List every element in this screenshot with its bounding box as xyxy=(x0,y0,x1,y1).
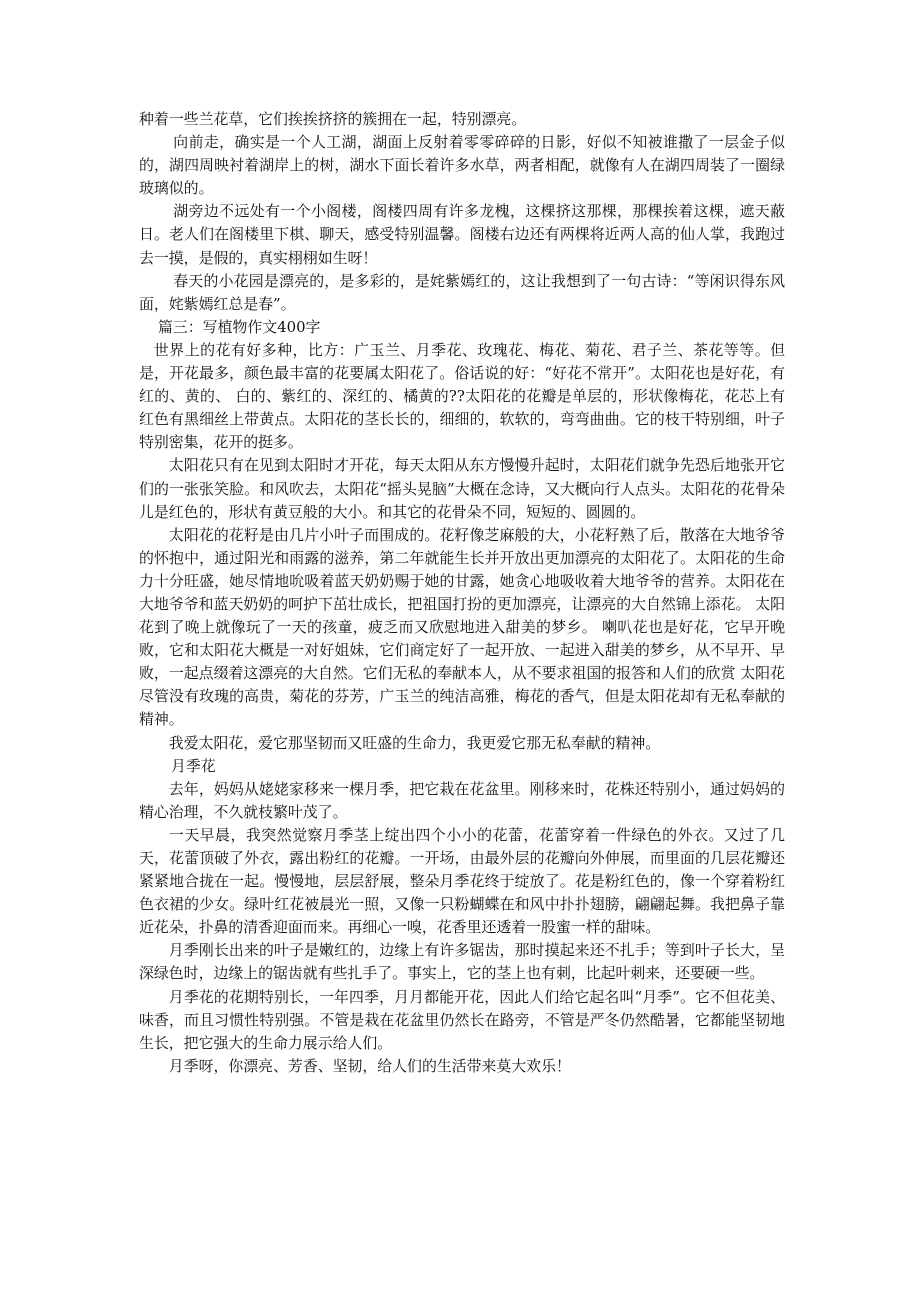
section-heading-essay-three: 篇三：写植物作文400字 xyxy=(158,317,321,336)
paragraph-sun-flower-seeds: 太阳花的花籽是由几片小叶子而围成的。花籽像芝麻般的大，小花籽熟了后，散落在大地爷爷的怀抱中，通过阳光和雨露的滋养，第二年就能生长并开放出更加漂亮的太阳花了。太阳花的生命力十分旺盛，她尽情地吮吸着蓝天奶奶赐于她的甘露，她贪心地吸收着大地爷爷的营养。太阳花在大地爷爷和蓝天奶奶的呵护下茁壮成长，把祖国打扮的更加漂亮，让漂亮的大自然锦上添花。 太阳花到了晚上就像玩了一天的孩童，疲乏而又欣慰地进入甜美的梦乡。 喇叭花也是好花，它早开晚败，它和太阳花大概是一对好姐妹，它们商定好了一起开放、一起进入甜美的梦乡，从不早开、早败，一起点缀着这漂亮的大自然。它们无私的奉献本人，从不要求祖国的报答和人们的欣赏 太阳花尽管没有玫瑰的高贵，菊花的芬芳，广玉兰的纯洁高雅，梅花的香气，但是太阳花却有无私奉献的精神。 xyxy=(139,525,785,729)
paragraph-spring-garden: 春天的小花园是漂亮的，是多彩的，是姹紫嫣红的，这让我想到了一句古诗：“等闲识得东风面，姹紫嫣红总是春”。 xyxy=(139,271,785,313)
paragraph-rose-season: 月季花的花期特别长，一年四季，月月都能开花，因此人们给它起名叫“月季”。它不但花美、味香，而且习惯性特别强。不管是栽在花盆里仍然长在路旁，不管是严冬仍然酷暑，它都能坚韧地生长，把它强大的生命力展示给人们。 xyxy=(139,987,785,1052)
paragraph-rose-closing: 月季呀，你漂亮、芳香、坚韧，给人们的生活带来莫大欢乐！ xyxy=(168,1056,571,1075)
paragraph-rose-bloom: 一天早晨，我突然觉察月季茎上绽出四个小小的花蕾，花蕾穿着一件绿色的外衣。又过了几天，花蕾顶破了外衣，露出粉红的花瓣。一开场，由最外层的花瓣向外伸展，而里面的几层花瓣还紧紧地合拢在一起。慢慢地，层层舒展，整朵月季花终于绽放了。花是粉红色的，像一个穿着粉红色衣裙的少女。绿叶红花被晨光一照，又像一只粉蝴蝶在和风中扑扑翅膀，翩翩起舞。我把鼻子靠近花朵，扑鼻的清香迎面而来。再细心一嗅，花香里还透着一股蜜一样的甜味。 xyxy=(139,825,785,937)
paragraph-sun-flower-blooming: 太阳花只有在见到太阳时才开花，每天太阳从东方慢慢升起时，太阳花们就争先恐后地张开它们的一张张笑脸。和风吹去，太阳花“摇头晃脑”大概在念诗，又大概向行人点头。太阳花的花骨朵儿是红色的，形状有黄豆般的大小。和其它的花骨朵不同，短短的、圆圆的。 xyxy=(139,456,785,521)
paragraph-rose-leaves: 月季刚长出来的叶子是嫩红的，边缘上有许多锯齿，那时摸起来还不扎手；等到叶子长大，呈深绿色时，边缘上的锯齿就有些扎手了。事实上，它的茎上也有刺，比起叶刺来，还要硬一些。 xyxy=(139,941,785,983)
paragraph-love-sun-flower: 我爱太阳花，爱它那坚韧而又旺盛的生命力，我更爱它那无私奉献的精神。 xyxy=(168,733,661,752)
paragraph-sun-flower-intro: 世界上的花有好多种，比方：广玉兰、月季花、玫瑰花、梅花、菊花、君子兰、茶花等等。但是，开花最多，颜色最丰富的花要属太阳花了。俗话说的好：“好花不常开”。太阳花也是好花，有红的、黄的、 白的、紫红的、深红的、橘黄的??太阳花的花瓣是单层的，形状像梅花，花芯上有红色有黑细丝上带黄点。太阳花的茎长长的，细细的，软软的，弯弯曲曲。它的枝干特别细，叶子特别密集，花开的挺多。 xyxy=(139,340,785,452)
document-page xyxy=(139,108,785,1078)
paragraph-artificial-lake: 向前走，确实是一个人工湖，湖面上反射着零零碎碎的日影，好似不知被谁撒了一层金子似的，湖四周映衬着湖岸上的树，湖水下面长着许多水草，两者相配，就像有人在湖四周装了一圈绿玻璃似的。 xyxy=(139,133,785,198)
paragraph-orchids: 种着一些兰花草，它们挨挨挤挤的簇拥在一起，特别漂亮。 xyxy=(139,110,527,128)
paragraph-pavilion: 湖旁边不远处有一个小阁楼，阁楼四周有许多龙槐，这棵挤这那棵，那棵挨着这棵，遮天蔽日。老人们在阁楼里下棋、聊天，感受特别温馨。阁楼右边还有两棵将近两人高的仙人掌，我跑过去一摸，是假的，真实栩栩如生呀！ xyxy=(139,202,785,267)
section-heading-rose: 月季花 xyxy=(171,756,216,775)
paragraph-rose-transplant: 去年，妈妈从姥姥家移来一棵月季，把它栽在花盆里。刚移来时，花株还特别小，通过妈妈的精心治理，不久就枝繁叶茂了。 xyxy=(139,779,785,821)
